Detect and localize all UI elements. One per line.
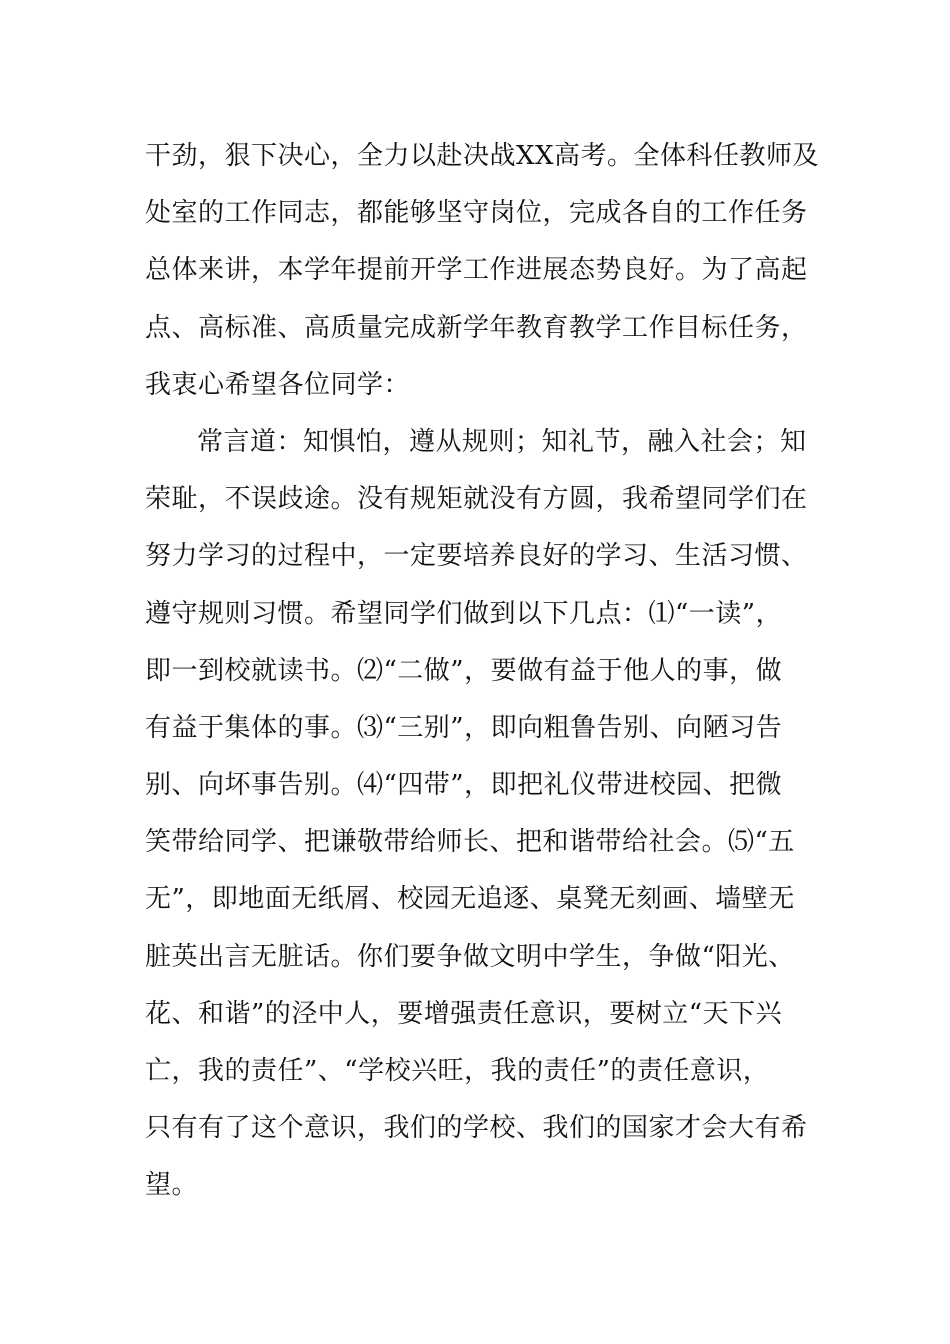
text-line: 有益于集体的事。⑶“三别”，即向粗鲁告别、向陋习告 [145,712,783,743]
text-line: 别、向坏事告别。⑷“四带”，即把礼仪带进校园、把微 [145,770,783,801]
text-line: 总体来讲，本学年提前开学工作进展态势良好。为了高起 [145,255,808,286]
text-line: 点、高标准、高质量完成新学年教育教学工作目标任务， [145,312,808,343]
text-line: 望。 [145,1170,199,1201]
paragraph-2 [145,414,810,1215]
document-body [145,128,820,1215]
text-line: 遵守规则习惯。希望同学们做到以下几点：⑴“一读”， [145,598,783,629]
text-line: 荣耻，不误歧途。没有规矩就没有方圆，我希望同学们在 [145,484,808,515]
text-line: 亡，我的责任”、“学校兴旺，我的责任”的责任意识， [145,1056,770,1086]
text-line: 努力学习的过程中，一定要培养良好的学习、生活习惯、 [145,541,808,572]
text-line: 干劲，狠下决心，全力以赴决战XX高考。全体科任教师及 [145,141,820,171]
text-line: 花、和谐”的泾中人，要增强责任意识，要树立“天下兴 [145,998,783,1029]
text-line: 只有有了这个意识，我们的学校、我们的国家才会大有希 [145,1113,808,1144]
text-line: 脏英出言无脏话。你们要争做文明中学生，争做“阳光、 [145,941,795,972]
text-line: 笑带给同学、把谦敬带给师长、把和谐带给社会。⑸“五 [145,827,795,858]
paragraph-1 [145,128,820,414]
text-line: 常言道：知惧怕，遵从规则；知礼节，融入社会；知 [197,426,807,457]
text-line: 我衷心希望各位同学： [145,369,411,400]
text-line: 处室的工作同志，都能够坚守岗位，完成各自的工作任务 [145,198,808,229]
text-line: 无”，即地面无纸屑、校园无追逐、桌凳无刻画、墙壁无 [145,884,795,915]
text-line: 即一到校就读书。⑵“二做”，要做有益于他人的事，做 [145,655,783,686]
